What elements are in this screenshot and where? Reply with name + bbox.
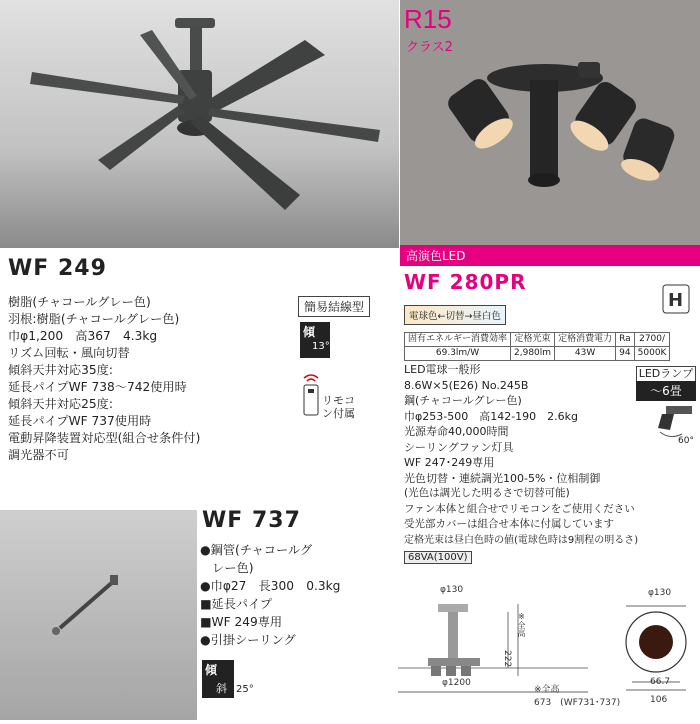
slope-sub: 斜 [216, 682, 227, 695]
spec-line: ファン本体と組合せでリモコンをご使用ください [404, 502, 635, 515]
dim-width: φ1200 [442, 678, 471, 688]
spec-value: 94 [616, 347, 635, 361]
spec-table [404, 332, 670, 361]
va-badge: 68VA(100V) [404, 551, 472, 564]
dim-vertical-note: ※全高 [517, 612, 526, 637]
spec-line: 電動昇降装置対応型(組合せ条件付) [8, 431, 201, 445]
slope-badge-25 [202, 660, 234, 698]
lamp-label: LEDランプ [638, 367, 694, 380]
front-dimension-drawing [398, 584, 598, 708]
spec-line: 傾斜天井対応35度: [8, 363, 113, 377]
wf280pr-model: WF 280PR [404, 270, 527, 294]
spec-line: ■延長パイプ [200, 597, 273, 611]
high-cri-band: 高演色LED [400, 245, 700, 266]
slope-angle-25: 25° [236, 684, 254, 695]
spec-line: 羽根:樹脂(チャコールグレー色) [8, 312, 180, 326]
spec-header: 定格光束 [511, 333, 555, 347]
spec-header: 固有エネルギー消費効率 [405, 333, 511, 347]
dim-top-phi: φ130 [440, 585, 464, 595]
spec-line: ●巾φ27 長300 0.3kg [200, 579, 341, 593]
wf280pr-spec-list [404, 362, 638, 548]
wf249-model: WF 249 [8, 256, 107, 281]
spec-line: LED電球一般形 [404, 363, 481, 376]
dim-height: 222 [502, 650, 512, 668]
color-switch-badge: 電球色←切替→昼白色 [404, 305, 506, 325]
spec-line: 延長パイプWF 738～742使用時 [8, 380, 187, 394]
spec-line: ■WF 249専用 [200, 615, 283, 629]
spec-header: 定格消費電力 [555, 333, 616, 347]
spec-line: 傾斜天井対応25度: [8, 397, 113, 411]
spec-value: 2,980lm [511, 347, 555, 361]
spec-line: 定格光束は昼白色時の値(電球色時は9割程の明るさ) [404, 534, 639, 546]
spec-line: 光色切替・連続調光100-5%・位相制御 [404, 471, 601, 485]
class-label: クラス2 [406, 40, 453, 55]
dim-total-label: ※全高 [534, 685, 560, 695]
spec-line: シーリングファン灯具 [404, 440, 514, 454]
spec-value: 43W [555, 347, 616, 361]
wf737-model: WF 737 [202, 508, 301, 533]
spec-value: 69.3lm/W [405, 347, 511, 361]
wf737-spec-list [200, 541, 340, 649]
slope-badge-13 [300, 322, 330, 358]
spec-line: 光源寿命40,000時間 [404, 425, 509, 438]
spec-line: WF 247･249専用 [404, 456, 495, 469]
dim-side-phi: φ130 [648, 588, 672, 598]
spec-line: 巾φ1,200 高367 4.3kg [8, 329, 158, 343]
svg-text:H: H [668, 290, 684, 311]
room-size-badge: ～6畳 [636, 381, 696, 401]
spec-header: 2700/ [634, 333, 670, 347]
remote-label: リモコン付属 [322, 394, 355, 420]
lamp-badge [636, 366, 696, 382]
spec-line: (光色は調光した明るさで切替可能) [404, 487, 570, 499]
slope-char: 傾 [303, 325, 316, 339]
spec-line: レー色) [200, 561, 254, 575]
spec-line: ●鋼管(チャコールグ [200, 543, 313, 557]
dim-total-value: 673 (WF731･737) [534, 698, 621, 708]
install-type-badge: 簡易結線型 [298, 296, 370, 317]
slope-angle: 13° [312, 341, 330, 352]
rank-label: R15 [404, 4, 452, 34]
spec-line: 巾φ253-500 高142-190 2.6kg [404, 409, 579, 423]
spec-line: リズム回転・風向切替 [8, 346, 130, 360]
slope-char: 傾 [205, 663, 218, 677]
spec-line: 受光部カバーは組合せ本体に付属しています [404, 518, 614, 530]
spec-line: 8.6W×5(E26) No.245B [404, 378, 529, 392]
remote-icon [300, 372, 322, 422]
ceiling-fan-illustration [0, 0, 399, 248]
spec-line: ●引掛シーリング [200, 633, 296, 647]
spec-line: 延長パイプWF 737使用時 [8, 414, 152, 428]
fan-photo [0, 0, 399, 248]
pipe-photo [0, 510, 197, 720]
tilt-angle: 60° [678, 436, 694, 446]
spec-value: 5000K [634, 347, 670, 361]
spec-line: 調光器不可 [8, 448, 69, 462]
wf249-spec-list [8, 294, 200, 464]
spec-header: Ra [616, 333, 635, 347]
dim-side-b: 106 [650, 695, 668, 705]
spec-line: 樹脂(チャコールグレー色) [8, 295, 151, 309]
dim-side-a: 66.7 [650, 677, 671, 687]
spec-line: 鋼(チャコールグレー色) [404, 394, 522, 407]
ceiling-h-icon [662, 284, 690, 318]
